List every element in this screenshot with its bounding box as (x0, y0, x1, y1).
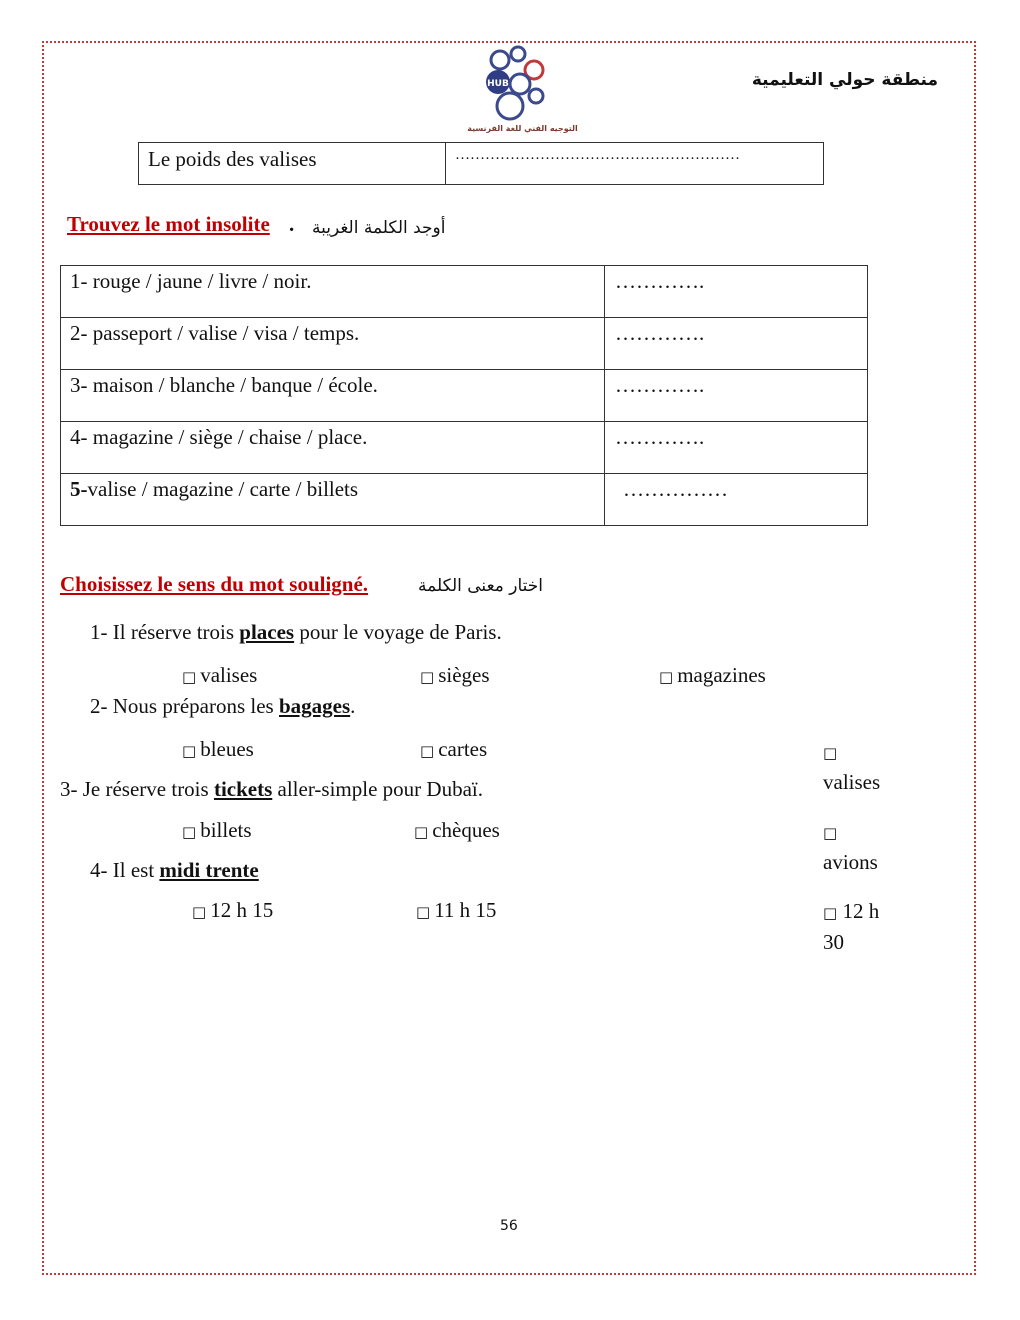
option-checkbox[interactable]: □ cartes (420, 737, 488, 761)
checkbox-icon: □ (420, 742, 435, 760)
question-2: 2- Nous préparons les bagages. (90, 694, 356, 718)
section2-arabic: اختار معنى الكلمة (418, 576, 544, 596)
option-checkbox[interactable]: □ sièges (420, 663, 490, 687)
question-cell: 2- passeport / valise / visa / temps. (61, 318, 605, 370)
checkbox-icon: □ (823, 824, 838, 842)
question-cell: 1- rouge / jaune / livre / noir. (61, 266, 605, 318)
section1-title-punct: . (289, 212, 295, 236)
checkbox-icon: □ (823, 904, 838, 922)
weight-label: Le poids des valises (139, 143, 446, 185)
answer-cell[interactable]: …………. (605, 422, 868, 474)
option-checkbox[interactable]: □ 12 h 15 (192, 898, 274, 922)
checkbox-icon: □ (182, 823, 197, 841)
checkbox-icon: □ (823, 744, 838, 762)
checkbox-icon: □ (420, 668, 435, 686)
logo-caption: التوجيه الفني للغة الفرنسية (467, 124, 578, 133)
option-checkbox[interactable]: □ avions (823, 824, 878, 874)
checkbox-icon: □ (182, 742, 197, 760)
question-cell: 5-valise / magazine / carte / billets (61, 474, 605, 526)
section2-title: Choisissez le sens du mot souligné. (60, 572, 369, 596)
question-cell: 4- magazine / siège / chaise / place. (61, 422, 605, 474)
question-cell: 3- maison / blanche / banque / école. (61, 370, 605, 422)
option-checkbox[interactable]: □ billets (182, 818, 252, 842)
weight-answer[interactable]: ………………………………………………… (446, 143, 824, 185)
checkbox-icon: □ (414, 823, 429, 841)
answer-cell[interactable]: …………… (605, 474, 868, 526)
option-checkbox[interactable]: □ valises (182, 663, 258, 687)
weight-table (138, 142, 824, 185)
table-row (61, 422, 868, 474)
option-checkbox[interactable]: □ 11 h 15 (416, 898, 497, 922)
page-number: 56 (500, 1218, 518, 1234)
checkbox-icon: □ (182, 668, 197, 686)
table-row (61, 474, 868, 526)
question-4: 4- Il est midi trente (90, 858, 259, 882)
option-checkbox[interactable]: □ valises (823, 744, 881, 794)
region-title: منطقة حولي التعليمية (751, 70, 938, 90)
option-checkbox[interactable]: □ 12 h 30 (823, 899, 880, 954)
section1-title: Trouvez le mot insolite (67, 212, 270, 236)
answer-cell[interactable]: …………. (605, 266, 868, 318)
answer-cell[interactable]: …………. (605, 370, 868, 422)
table-row (61, 318, 868, 370)
odd-word-table (60, 265, 868, 526)
table-row (61, 266, 868, 318)
option-checkbox[interactable]: □ bleues (182, 737, 254, 761)
answer-cell[interactable]: …………. (605, 318, 868, 370)
section1-arabic: أوجد الكلمة الغريبة (312, 218, 446, 238)
table-row (139, 143, 824, 185)
option-checkbox[interactable]: □ chèques (414, 818, 500, 842)
question-1: 1- Il réserve trois places pour le voyage de Paris. (90, 620, 502, 644)
option-checkbox[interactable]: □ magazines (659, 663, 766, 687)
checkbox-icon: □ (192, 903, 207, 921)
checkbox-icon: □ (416, 903, 431, 921)
checkbox-icon: □ (659, 668, 674, 686)
table-row (61, 370, 868, 422)
question-3: 3- Je réserve trois tickets aller-simple pour Dubaï. (60, 777, 483, 801)
logo-text: HUB (487, 79, 509, 89)
